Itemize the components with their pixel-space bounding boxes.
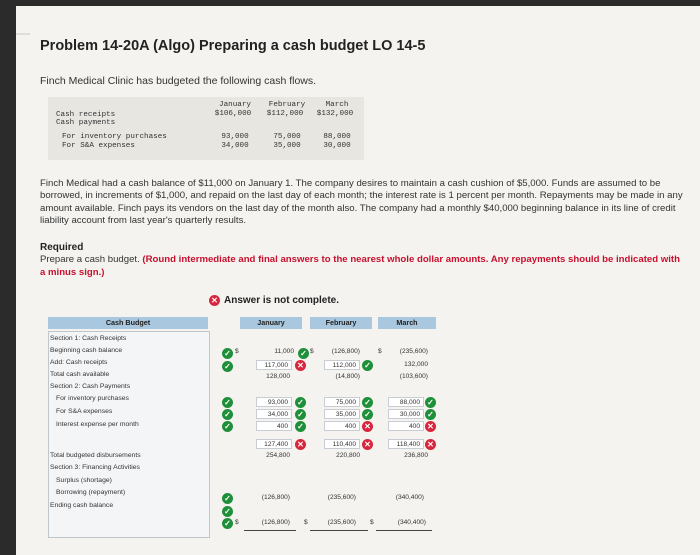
flow-cell: 34,000 bbox=[221, 142, 249, 150]
jan-sa-input[interactable]: 34,000 bbox=[256, 409, 292, 419]
jan-interest-input[interactable]: 400 bbox=[256, 421, 292, 431]
jan-total-disbursements: 254,800 bbox=[266, 452, 290, 459]
flow-row-label: Cash receipts bbox=[56, 111, 116, 119]
correct-icon: ✓ bbox=[425, 409, 436, 420]
required-heading: Required bbox=[40, 242, 84, 253]
problem-page bbox=[16, 6, 700, 555]
double-underline bbox=[244, 530, 296, 531]
flow-cell: $106,000 bbox=[214, 110, 252, 118]
dollar-sign: $ bbox=[304, 519, 308, 526]
month-header-january: January bbox=[240, 317, 302, 329]
dollar-sign: $ bbox=[235, 519, 239, 526]
correct-icon: ✓ bbox=[295, 409, 306, 420]
double-underline bbox=[376, 530, 432, 531]
jan-subtotal-input[interactable]: 127,400 bbox=[256, 439, 292, 449]
incorrect-icon: ✕ bbox=[295, 360, 306, 371]
month-header-march: March bbox=[378, 317, 436, 329]
correct-icon: ✓ bbox=[295, 397, 306, 408]
problem-paragraph: Finch Medical had a cash balance of $11,000 on January 1. The company desires to maintain a cash cushion of $5,000. Funds are assumed to be borrowed, in increments of $1,000, and repaid on the last day of each month; the interest rate is 1 percent per month. Repayments may be made in any amount available. Finch pays its vendors on the last day of the month also. The company had a monthly $40,000 beginning balance in its line of credit liability account from last year's quarterly results. bbox=[40, 178, 683, 226]
correct-icon: ✓ bbox=[362, 409, 373, 420]
feb-subtotal-input[interactable]: 110,400 bbox=[324, 439, 360, 449]
incorrect-icon: ✕ bbox=[295, 439, 306, 450]
incorrect-icon: ✕ bbox=[209, 295, 220, 306]
flow-cell: $132,000 bbox=[316, 110, 354, 118]
flow-cell: $112,000 bbox=[266, 110, 304, 118]
dollar-sign: $ bbox=[378, 348, 382, 355]
correct-icon: ✓ bbox=[222, 361, 233, 372]
correct-icon: ✓ bbox=[222, 518, 233, 529]
budget-row-label: For inventory purchases bbox=[56, 395, 129, 402]
correct-icon: ✓ bbox=[222, 506, 233, 517]
dollar-sign: $ bbox=[310, 348, 314, 355]
flow-month-january: January bbox=[219, 101, 251, 109]
flow-cell: 93,000 bbox=[221, 133, 249, 141]
flow-cell: 88,000 bbox=[323, 133, 351, 141]
correct-icon: ✓ bbox=[362, 397, 373, 408]
budget-row-label: Total budgeted disbursements bbox=[50, 452, 141, 459]
correct-icon: ✓ bbox=[222, 397, 233, 408]
budget-row-label: For S&A expenses bbox=[56, 408, 113, 415]
mar-sa-input[interactable]: 30,000 bbox=[388, 409, 424, 419]
flow-cell: 30,000 bbox=[323, 142, 351, 150]
budget-row-label: Section 2: Cash Payments bbox=[50, 383, 131, 390]
mar-inventory-input[interactable]: 88,000 bbox=[388, 397, 424, 407]
dollar-sign: $ bbox=[235, 348, 239, 355]
feb-ending-balance: (235,600) bbox=[327, 519, 356, 526]
correct-icon: ✓ bbox=[298, 348, 309, 359]
budget-row-label: Interest expense per month bbox=[56, 421, 139, 428]
intro-text: Finch Medical Clinic has budgeted the following cash flows. bbox=[40, 75, 317, 87]
cash-flow-table bbox=[48, 97, 364, 160]
flow-row-label: Cash payments bbox=[56, 119, 116, 127]
flow-month-february: February bbox=[268, 101, 306, 109]
divider bbox=[16, 33, 30, 35]
jan-surplus: (126,800) bbox=[261, 494, 290, 501]
budget-row-label: Borrowing (repayment) bbox=[56, 489, 126, 496]
budget-row-label: Section 3: Financing Activities bbox=[50, 464, 140, 471]
correct-icon: ✓ bbox=[362, 360, 373, 371]
required-instruction: Prepare a cash budget. bbox=[40, 254, 140, 265]
mar-subtotal-input[interactable]: 118,400 bbox=[388, 439, 424, 449]
answer-status bbox=[209, 295, 339, 306]
feb-receipts-input[interactable]: 112,000 bbox=[324, 360, 360, 370]
answer-status-text: Answer is not complete. bbox=[224, 295, 340, 306]
month-header-february: February bbox=[310, 317, 372, 329]
feb-total-available: (14,800) bbox=[335, 373, 360, 380]
budget-row-label: Beginning cash balance bbox=[50, 347, 123, 354]
mar-total-disbursements: 236,800 bbox=[404, 452, 428, 459]
mar-ending-balance: (340,400) bbox=[397, 519, 426, 526]
jan-inventory-input[interactable]: 93,000 bbox=[256, 397, 292, 407]
correct-icon: ✓ bbox=[222, 493, 233, 504]
mar-receipts: 132,000 bbox=[404, 361, 428, 368]
cash-budget bbox=[48, 309, 438, 537]
incorrect-icon: ✕ bbox=[362, 439, 373, 450]
jan-total-available: 128,000 bbox=[266, 373, 290, 380]
feb-total-disbursements: 220,800 bbox=[336, 452, 360, 459]
feb-inventory-input[interactable]: 75,000 bbox=[324, 397, 360, 407]
feb-beginning-balance: (126,800) bbox=[331, 348, 360, 355]
correct-icon: ✓ bbox=[222, 409, 233, 420]
incorrect-icon: ✕ bbox=[425, 421, 436, 432]
flow-row-label: For S&A expenses bbox=[62, 142, 135, 150]
jan-beginning-balance[interactable]: 11,000 bbox=[274, 348, 294, 355]
rounding-instruction: (Round intermediate and final answers to the nearest whole dollar amounts. Any repayments should be indicated with a minus sign.) bbox=[40, 254, 680, 278]
flow-cell: 35,000 bbox=[273, 142, 301, 150]
mar-interest-input[interactable]: 400 bbox=[388, 421, 424, 431]
jan-ending-balance: (126,800) bbox=[261, 519, 290, 526]
budget-row-label: Total cash available bbox=[50, 371, 110, 378]
budget-row-label: Section 1: Cash Receipts bbox=[50, 335, 127, 342]
correct-icon: ✓ bbox=[222, 348, 233, 359]
jan-receipts-input[interactable]: 117,000 bbox=[256, 360, 292, 370]
feb-surplus: (235,600) bbox=[327, 494, 356, 501]
flow-month-march: March bbox=[325, 101, 349, 109]
mar-beginning-balance: (235,600) bbox=[399, 348, 428, 355]
incorrect-icon: ✕ bbox=[362, 421, 373, 432]
flow-row-label: For inventory purchases bbox=[62, 133, 167, 141]
budget-row-label: Add: Cash receipts bbox=[50, 359, 108, 366]
page-title: Problem 14-20A (Algo) Preparing a cash budget LO 14-5 bbox=[40, 38, 426, 54]
budget-row-label: Surplus (shortage) bbox=[56, 477, 112, 484]
correct-icon: ✓ bbox=[222, 421, 233, 432]
flow-cell: 75,000 bbox=[273, 133, 301, 141]
dollar-sign: $ bbox=[370, 519, 374, 526]
feb-interest-input[interactable]: 400 bbox=[324, 421, 360, 431]
budget-row-label: Ending cash balance bbox=[50, 502, 114, 509]
correct-icon: ✓ bbox=[425, 397, 436, 408]
required-text bbox=[40, 254, 680, 279]
feb-sa-input[interactable]: 35,000 bbox=[324, 409, 360, 419]
mar-surplus: (340,400) bbox=[395, 494, 424, 501]
incorrect-icon: ✕ bbox=[425, 439, 436, 450]
double-underline bbox=[310, 530, 368, 531]
budget-header: Cash Budget bbox=[48, 317, 208, 329]
mar-total-available: (103,600) bbox=[399, 373, 428, 380]
correct-icon: ✓ bbox=[295, 421, 306, 432]
